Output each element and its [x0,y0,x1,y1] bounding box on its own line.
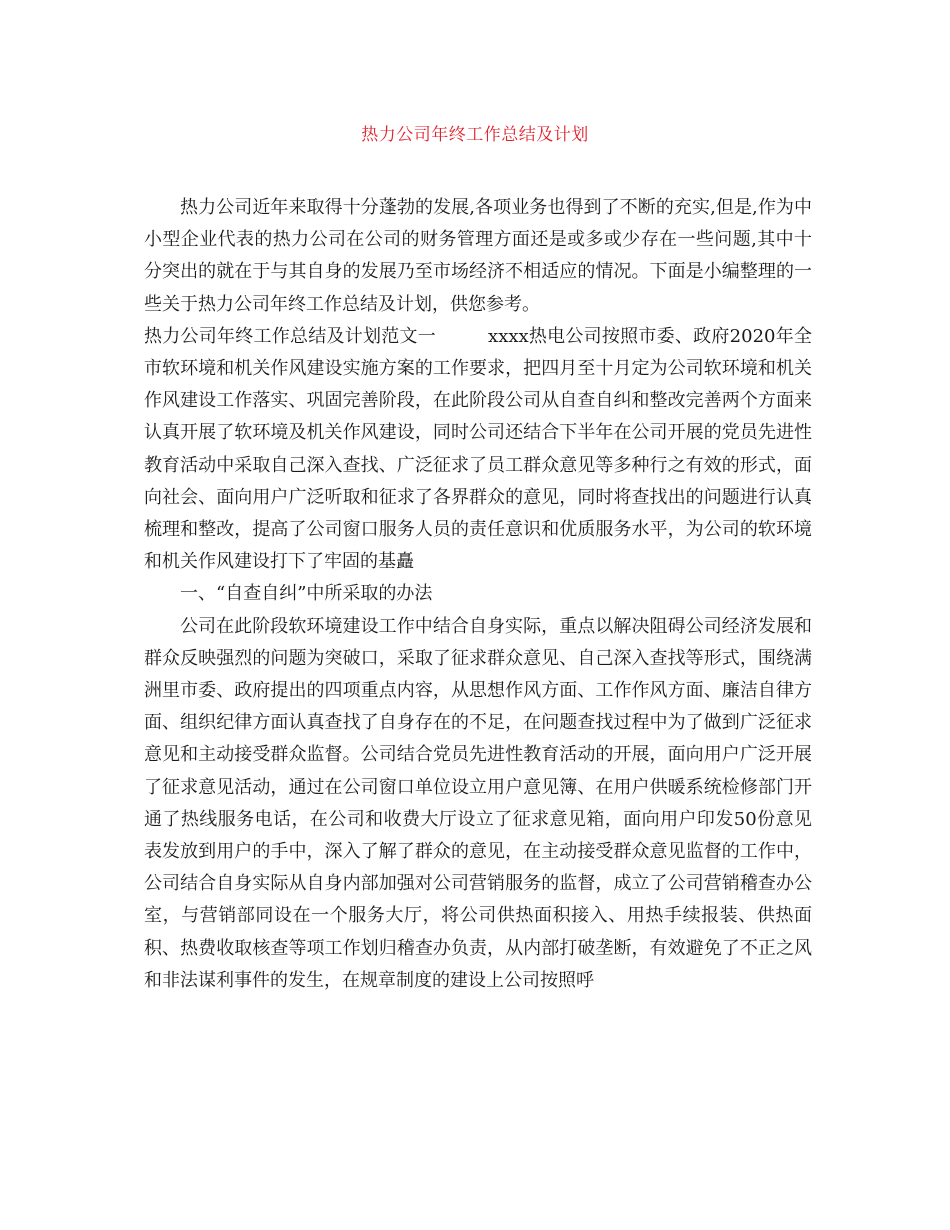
sample-label: 热力公司年终工作总结及计划范文一 [144,325,437,347]
document-title: 热力公司年终工作总结及计划 [361,125,589,145]
section-heading: 一、“自查自纠”中所采取的办法 [180,583,433,605]
sample-text: xxxx热电公司按照市委、政府2020年全市软环境和机关作风建设实施方案的工作要求，把四月至十月定为公司软环境和机关作风建设工作落实、巩固完善阶段，在此阶段公司从自查自纠和整改完善两个方面来认真开展了软环境及机关作风建设，同时公司还结合下半年在公司开展的党员先进性教育活动中采取自己深入查找、广泛征求了员工群众意见等多种行之有效的形式，面向社会、面向用户广泛听取和征求了各界群众的意见，同时将查找出的问题进行认真梳理和整改，提高了公司窗口服务人员的责任意识和优质服务水平，为公司的软环境和机关作风建设打下了牢固的基矗 [144,325,812,573]
document-body [144,192,812,997]
sample-paragraph [144,321,812,579]
section-paragraph: 公司在此阶段软环境建设工作中结合自身实际，重点以解决阻碍公司经济发展和群众反映强烈的问题为突破口，采取了征求群众意见、自己深入查找等形式，围绕满洲里市委、政府提出的四项重点内容，从思想作风方面、工作作风方面、廉洁自律方面、组织纪律方面认真查找了自身存在的不足，在问题查找过程中为了做到广泛征求意见和主动接受群众监督。公司结合党员先进性教育活动的开展，面向用户广泛开展了征求意见活动，通过在公司窗口单位设立用户意见簿、在用户供暖系统检修部门开通了热线服务电话，在公司和收费大厅设立了征求意见箱，面向用户印发50份意见表发放到用户的手中，深入了解了群众的意见，在主动接受群众意见监督的工作中，公司结合自身实际从自身内部加强对公司营销服务的监督，成立了公司营销稽查办公室，与营销部同设在一个服务大厅，将公司供热面积接入、用热手续报装、供热面积、热费收取核查等项工作划归稽查办负责，从内部打破垄断，有效避免了不正之风和非法谋利事件的发生，在规章制度的建设上公司按照呼 [144,615,812,991]
intro-paragraph: 热力公司近年来取得十分蓬勃的发展,各项业务也得到了不断的充实,但是,作为中小型企业代表的热力公司在公司的财务管理方面还是或多或少存在一些问题,其中十分突出的就在于与其自身的发展乃至市场经济不相适应的情况。下面是小编整理的一些关于热力公司年终工作总结及计划，供您参考。 [144,197,812,315]
